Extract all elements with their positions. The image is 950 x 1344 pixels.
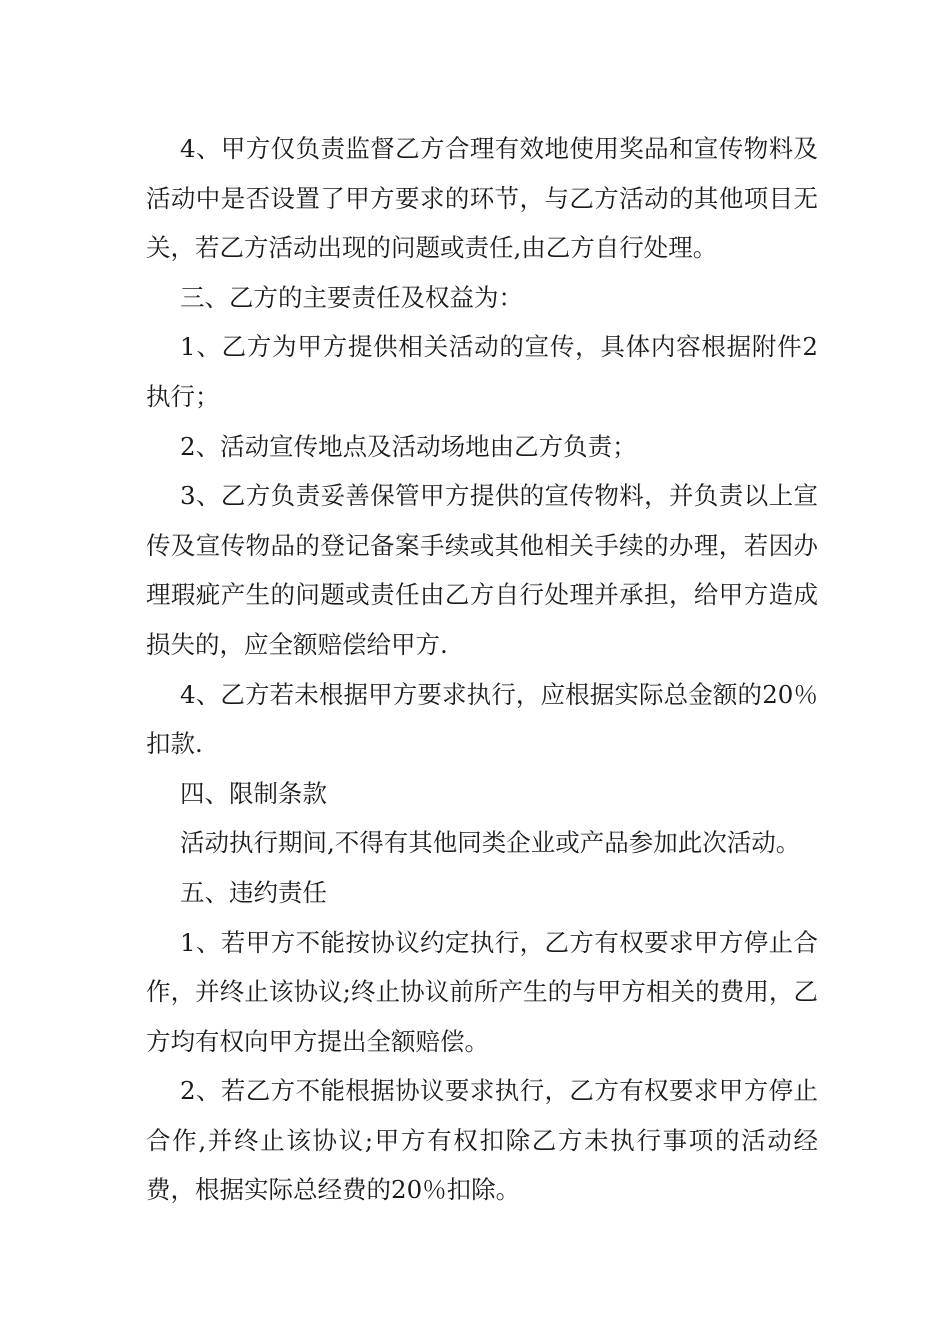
clause-b2-venue: 2、活动宣传地点及活动场地由乙方负责； [180,431,637,461]
clause-b1-promotion: 1、乙方为甲方提供相关活动的宣传，具体内容根据附件2执行； [146,332,818,411]
section-heading-breach: 五、违约责任 [180,877,327,907]
clause-a4-supervision: 4、甲方仅负责监督乙方合理有效地使用奖品和宣传物料及活动中是否设置了甲方要求的环节，与乙方活动的其他项目无关，若乙方活动出现的问题或责任,由乙方自行处理。 [146,134,818,263]
clause-breach-2: 2、若乙方不能根据协议要求执行，乙方有权要求甲方停止合作,并终止该协议;甲方有权扣除乙方未执行事项的活动经费，根据实际总经费的20％扣除。 [146,1076,818,1205]
clause-breach-1: 1、若甲方不能按协议约定执行，乙方有权要求甲方停止合作，并终止该协议;终止协议前所产生的与甲方相关的费用，乙方均有权向甲方提出全额赔偿。 [146,927,818,1056]
section-heading-restrictions: 四、限制条款 [180,778,327,808]
section-heading-party-b-duties: 三、乙方的主要责任及权益为： [180,282,523,312]
document-body [146,124,818,1215]
clause-restriction-text: 活动执行期间,不得有其他同类企业或产品参加此次活动。 [180,828,801,858]
clause-b3-materials: 3、乙方负责妥善保管甲方提供的宣传物料，并负责以上宣传及宣传物品的登记备案手续或其他相关手续的办理，若因办理瑕疵产生的问题或责任由乙方自行处理并承担，给甲方造成损失的，应全额赔偿给甲方. [146,481,818,659]
clause-b4-deduction: 4、乙方若未根据甲方要求执行，应根据实际总金额的20％扣款. [146,679,818,759]
